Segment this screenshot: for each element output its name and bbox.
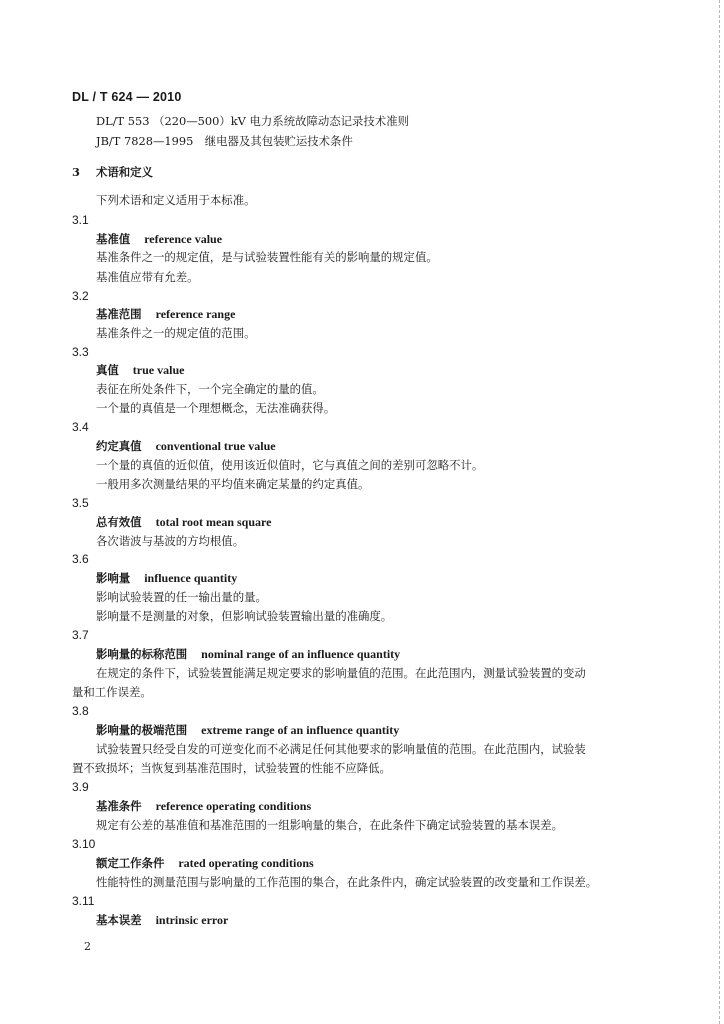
term-note: 一般用多次测量结果的平均值来确定某量的约定真值。 <box>96 477 370 491</box>
term-zh: 影响量 <box>96 571 131 585</box>
intro-text: 下列术语和定义适用于本标准。 <box>96 193 256 207</box>
term-zh: 额定工作条件 <box>96 856 165 870</box>
term-title <box>96 570 237 586</box>
term-definition: 各次谐波与基波的方均根值。 <box>96 534 245 548</box>
page-number: 2 <box>84 940 91 953</box>
term-number: 3.2 <box>72 289 89 303</box>
term-number: 3.4 <box>72 420 89 434</box>
standard-header: DL / T 624 — 2010 <box>72 90 182 104</box>
term-definition: 试验装置只经受自发的可逆变化而不必满足任何其他要求的影响量值的范围。在此范围内，试验装 <box>96 742 586 756</box>
term-zh: 总有效值 <box>96 515 142 529</box>
term-definition-cont: 量和工作误差。 <box>72 685 152 699</box>
term-number: 3.11 <box>72 894 95 908</box>
term-zh: 基准范围 <box>96 307 142 321</box>
term-en: nominal range of an influence quantity <box>201 647 401 661</box>
term-number: 3.10 <box>72 837 96 851</box>
term-title <box>96 438 276 454</box>
term-definition: 性能特性的测量范围与影响量的工作范围的集合，在此条件内，确定试验装置的改变量和工作误差。 <box>96 875 598 889</box>
term-en: total root mean square <box>155 515 272 529</box>
term-number: 3.1 <box>72 213 89 227</box>
term-definition: 基准条件之一的规定值的范围。 <box>96 326 256 340</box>
term-title <box>96 362 184 378</box>
term-en: intrinsic error <box>155 913 229 927</box>
term-title <box>96 646 400 662</box>
term-definition: 表征在所处条件下，一个完全确定的量的值。 <box>96 382 324 396</box>
term-note: 一个量的真值是一个理想概念，无法准确获得。 <box>96 401 336 415</box>
term-number: 3.5 <box>72 496 89 510</box>
term-title <box>96 912 228 928</box>
term-zh: 基准值 <box>96 232 131 246</box>
term-zh: 影响量的极端范围 <box>96 723 188 737</box>
term-en: reference range <box>155 307 236 321</box>
term-title <box>96 306 235 322</box>
term-note: 影响量不是测量的对象，但影响试验装置输出量的准确度。 <box>96 609 393 623</box>
term-number: 3.6 <box>72 552 89 566</box>
term-zh: 影响量的标称范围 <box>96 647 188 661</box>
term-en: reference value <box>144 232 223 246</box>
term-number: 3.8 <box>72 704 89 718</box>
term-en: reference operating conditions <box>155 799 312 813</box>
term-definition: 基准条件之一的规定值，是与试验装置性能有关的影响量的规定值。 <box>96 250 438 264</box>
section-heading <box>72 164 153 180</box>
term-title <box>96 855 314 871</box>
term-note: 基准值应带有允差。 <box>96 270 199 284</box>
term-definition: 影响试验装置的任一输出量的量。 <box>96 590 267 604</box>
term-zh: 基准条件 <box>96 799 142 813</box>
term-en: conventional true value <box>155 439 276 453</box>
term-title <box>96 798 311 814</box>
term-definition: 在规定的条件下，试验装置能满足规定要求的影响量值的范围。在此范围内，测量试验装置的变动 <box>96 666 586 680</box>
page-edge <box>718 0 720 1024</box>
term-number: 3.3 <box>72 345 89 359</box>
term-en: true value <box>132 363 185 377</box>
term-title <box>96 722 399 738</box>
section-number: 3 <box>72 165 80 179</box>
reference-line: DL/T 553 （220—500）kV 电力系统故障动态记录技术准则 <box>96 114 409 128</box>
term-title <box>96 514 271 530</box>
term-en: extreme range of an influence quantity <box>201 723 400 737</box>
term-definition: 规定有公差的基准值和基准范围的一组影响量的集合，在此条件下确定试验装置的基本误差。 <box>96 818 564 832</box>
term-en: influence quantity <box>144 571 238 585</box>
term-number: 3.7 <box>72 628 89 642</box>
term-zh: 基本误差 <box>96 913 142 927</box>
term-definition-cont: 置不致损坏；当恢复到基准范围时，试验装置的性能不应降低。 <box>72 761 391 775</box>
term-definition: 一个量的真值的近似值，使用该近似值时，它与真值之间的差别可忽略不计。 <box>96 458 484 472</box>
section-title: 术语和定义 <box>95 165 153 179</box>
term-title <box>96 231 222 247</box>
term-zh: 真值 <box>96 363 119 377</box>
reference-line: JB/T 7828—1995 继电器及其包装贮运技术条件 <box>96 134 353 148</box>
term-zh: 约定真值 <box>96 439 142 453</box>
term-number: 3.9 <box>72 780 89 794</box>
term-en: rated operating conditions <box>178 856 314 870</box>
